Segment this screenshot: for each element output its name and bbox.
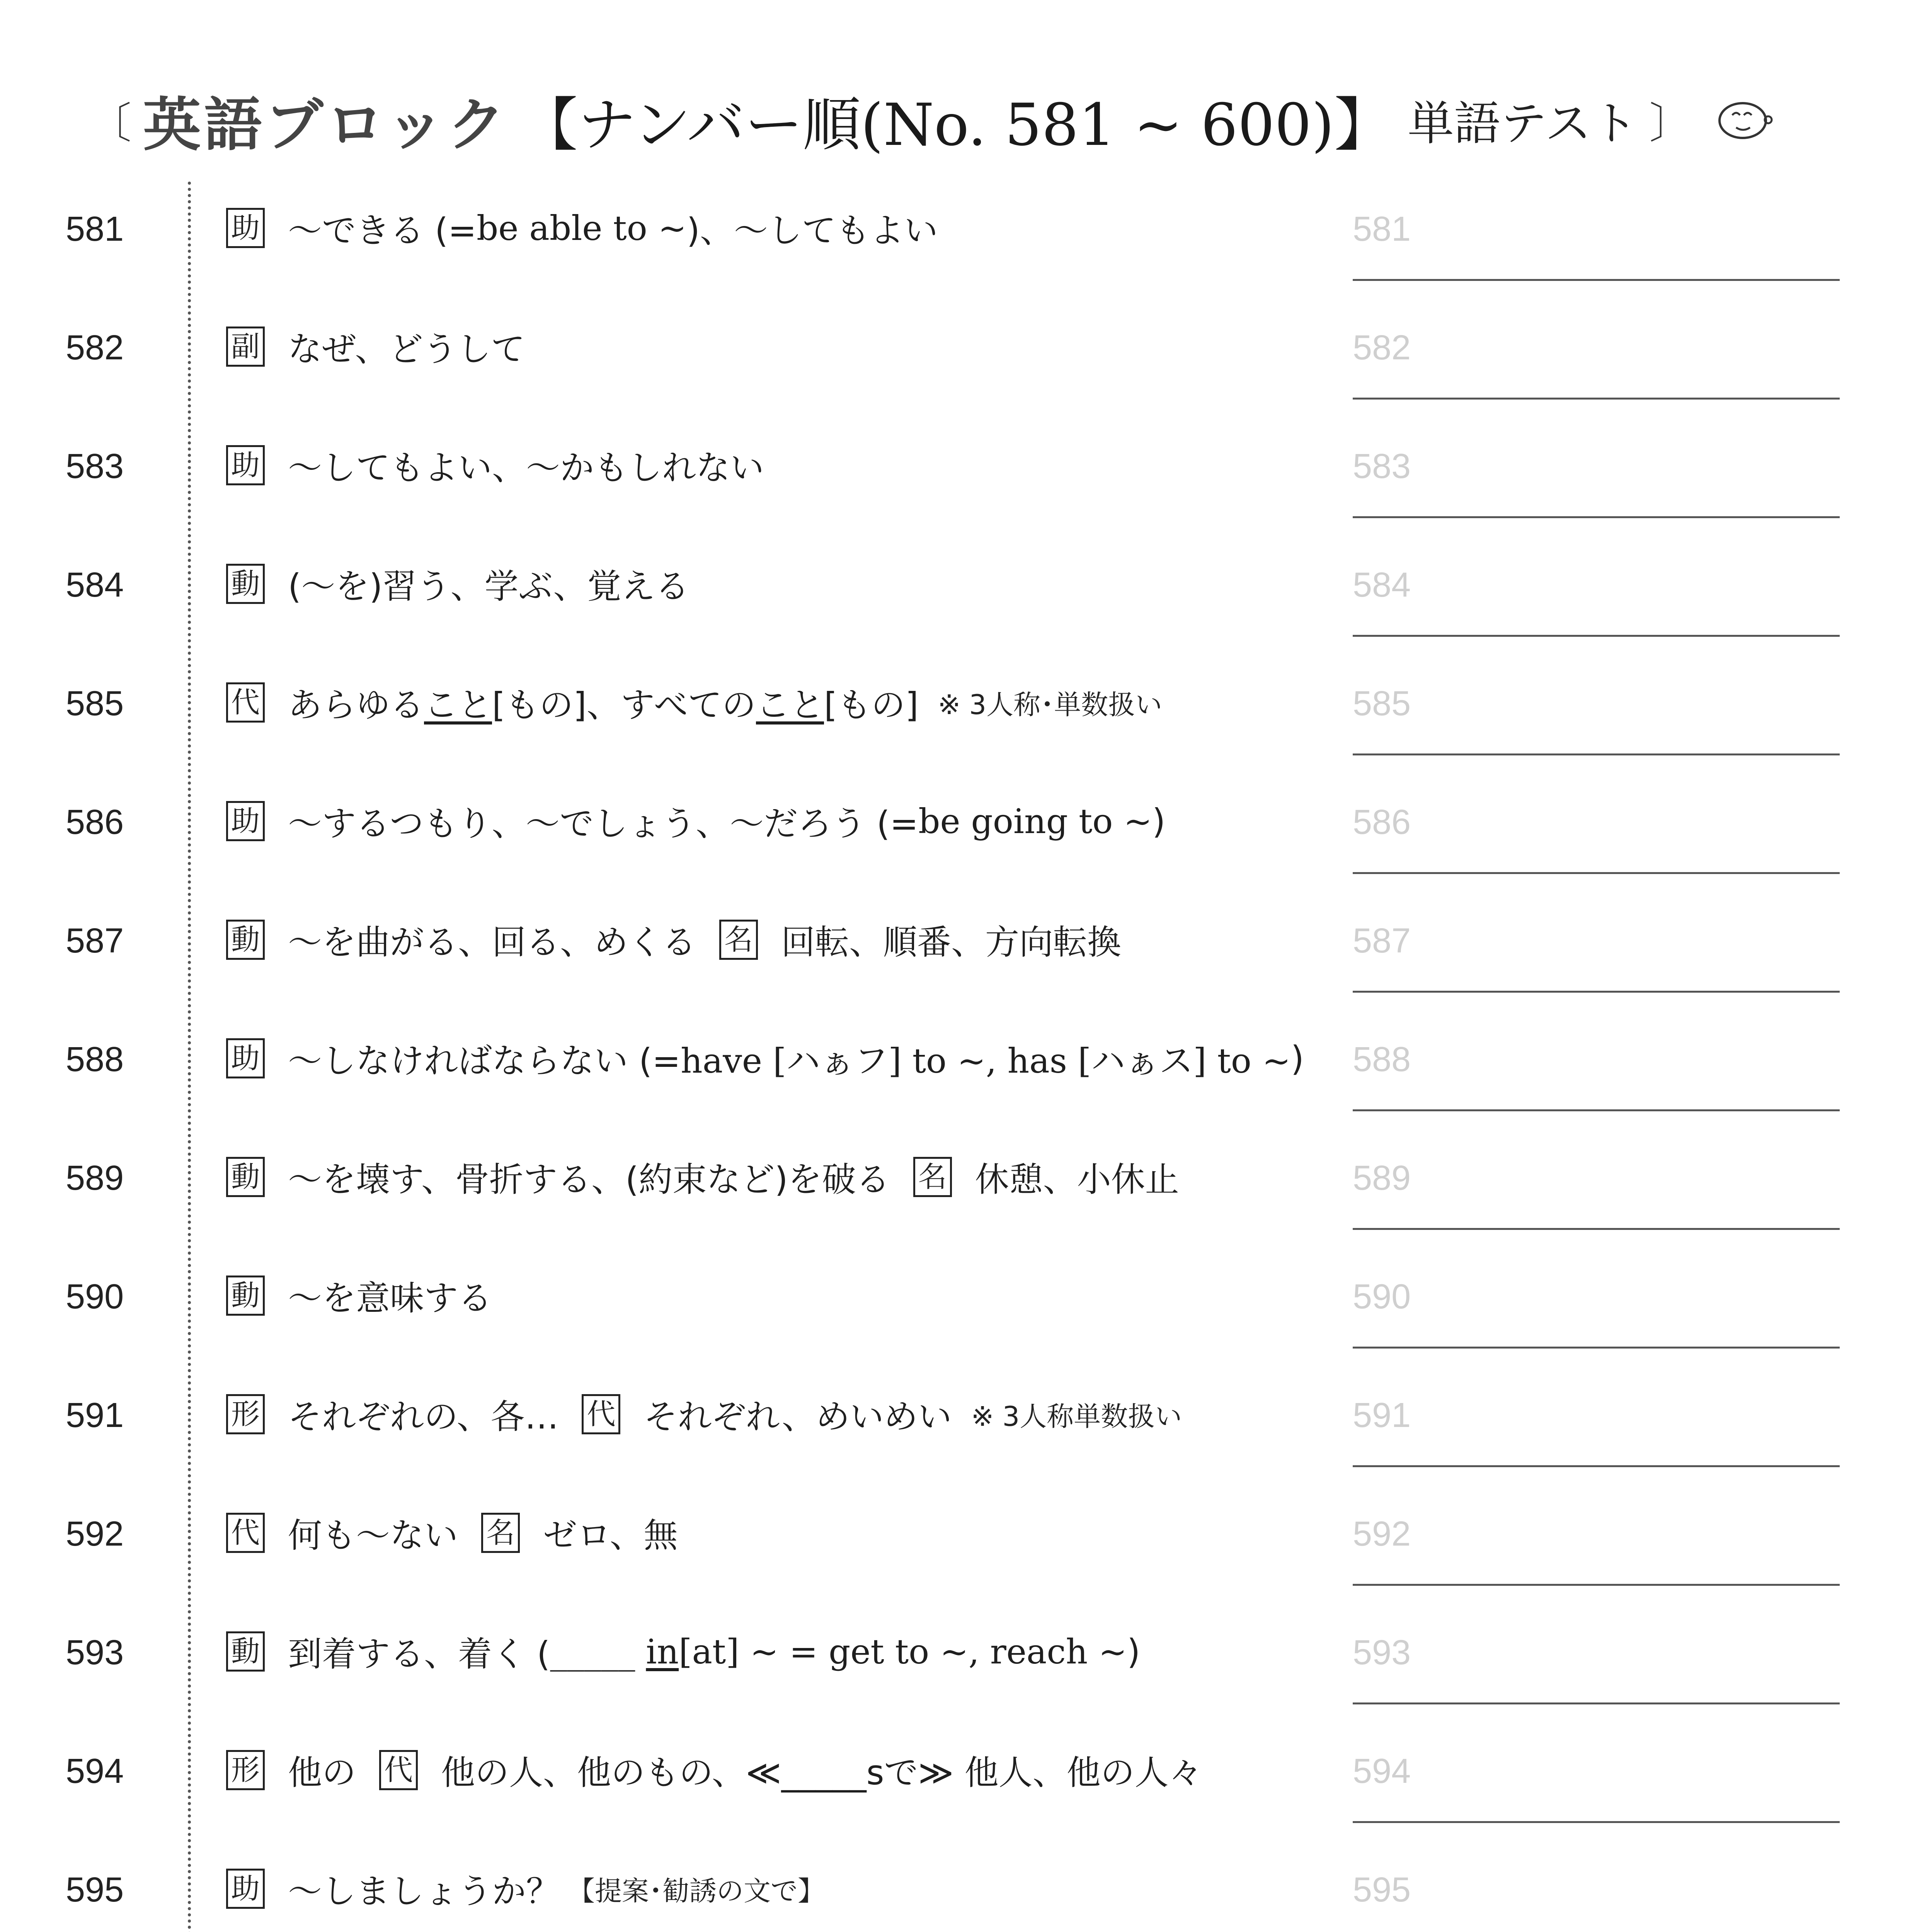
word-row-593 bbox=[0, 1628, 1917, 1747]
definition-underlined: in bbox=[646, 1631, 679, 1672]
pos-badge: 助 bbox=[226, 1038, 265, 1078]
answer-number: 595 bbox=[1353, 1871, 1411, 1909]
answer-field[interactable] bbox=[1353, 1035, 1840, 1111]
pos-badge-2: 名 bbox=[913, 1157, 952, 1197]
row-number: 591 bbox=[66, 1396, 124, 1435]
pos-badge-2: 名 bbox=[719, 920, 758, 960]
row-definition bbox=[226, 1035, 1304, 1082]
word-row-592 bbox=[0, 1510, 1917, 1628]
definition-text: ～するつもり、～でしょう、～だろう (= bbox=[288, 804, 919, 844]
pos-badge: 代 bbox=[226, 682, 265, 723]
answer-number: 581 bbox=[1353, 210, 1411, 248]
pos-badge: 助 bbox=[226, 801, 265, 841]
row-definition bbox=[226, 679, 1162, 726]
row-definition bbox=[226, 798, 1165, 844]
definition-text: (～を)習う、学ぶ、覚える bbox=[288, 566, 690, 606]
word-row-589 bbox=[0, 1154, 1917, 1272]
definition-text: ～を曲がる、回る、めくる bbox=[288, 922, 696, 962]
row-number: 590 bbox=[66, 1277, 124, 1316]
pos-badge: 動 bbox=[226, 1276, 265, 1316]
definition-text: ～を壊す、骨折する、(約束など)を破る bbox=[288, 1160, 890, 1199]
definition-text: ～してもよい、～かもしれない bbox=[288, 448, 764, 488]
row-number: 593 bbox=[66, 1633, 124, 1672]
answer-number: 594 bbox=[1353, 1752, 1411, 1791]
word-list bbox=[0, 205, 1917, 1932]
answer-field[interactable] bbox=[1353, 798, 1840, 874]
row-definition bbox=[226, 205, 938, 251]
definition-text: それぞれの、各… bbox=[288, 1397, 559, 1437]
pos-badge-2: 代 bbox=[582, 1394, 620, 1434]
usage-note: ※ 3人称単数扱い bbox=[971, 1400, 1182, 1432]
pos-badge: 動 bbox=[226, 920, 265, 960]
definition-text: なぜ、どうして bbox=[288, 329, 525, 369]
row-number: 581 bbox=[66, 210, 124, 248]
row-number: 584 bbox=[66, 566, 124, 604]
definition-tail: ) bbox=[1290, 1038, 1304, 1078]
definition-text: ～しなければならない (= bbox=[288, 1041, 681, 1081]
answer-number: 587 bbox=[1353, 922, 1411, 960]
answer-number: 591 bbox=[1353, 1396, 1411, 1435]
pos-badge: 動 bbox=[226, 1631, 265, 1672]
definition-tail: ) bbox=[1152, 801, 1166, 841]
answer-field[interactable] bbox=[1353, 1866, 1840, 1932]
answer-number: 583 bbox=[1353, 447, 1411, 486]
answer-number: 586 bbox=[1353, 803, 1411, 842]
definition-text-2: 休憩、小休止 bbox=[975, 1160, 1179, 1199]
page-title: 【ナンバー順(No. 581 ~ 600)】 bbox=[520, 92, 1392, 159]
word-row-588 bbox=[0, 1035, 1917, 1154]
row-definition bbox=[226, 1510, 678, 1556]
row-definition bbox=[226, 1747, 1203, 1793]
definition-text: 他の bbox=[288, 1753, 356, 1793]
word-row-591 bbox=[0, 1391, 1917, 1510]
pos-badge: 形 bbox=[226, 1750, 265, 1790]
answer-number: 593 bbox=[1353, 1633, 1411, 1672]
definition-text: ～を意味する bbox=[288, 1278, 492, 1318]
answer-number: 588 bbox=[1353, 1040, 1411, 1079]
row-definition bbox=[226, 442, 764, 488]
answer-field[interactable] bbox=[1353, 205, 1840, 281]
row-number: 595 bbox=[66, 1871, 124, 1909]
pos-badge: 動 bbox=[226, 564, 265, 604]
pos-badge: 代 bbox=[226, 1513, 265, 1553]
definition-text: ～しましょうか？ bbox=[288, 1871, 560, 1911]
pos-badge-2: 代 bbox=[379, 1750, 418, 1790]
row-number: 589 bbox=[66, 1159, 124, 1197]
answer-field[interactable] bbox=[1353, 1391, 1840, 1467]
row-number: 585 bbox=[66, 684, 124, 723]
row-definition bbox=[226, 1628, 1140, 1675]
row-number: 588 bbox=[66, 1040, 124, 1079]
answer-field[interactable] bbox=[1353, 917, 1840, 993]
definition-text: あらゆる bbox=[288, 685, 424, 725]
mascot-icon bbox=[1715, 97, 1773, 143]
pos-badge: 助 bbox=[226, 208, 265, 248]
definition-text-2: 他の人、他のもの、≪_____sで≫ 他人、他の人々 bbox=[441, 1753, 1203, 1793]
answer-number: 592 bbox=[1353, 1515, 1411, 1553]
row-number: 586 bbox=[66, 803, 124, 842]
definition-text-3: [もの] bbox=[824, 685, 919, 725]
row-definition bbox=[226, 917, 1121, 963]
answer-number: 585 bbox=[1353, 684, 1411, 723]
answer-field[interactable] bbox=[1353, 679, 1840, 755]
row-number: 583 bbox=[66, 447, 124, 486]
answer-field[interactable] bbox=[1353, 1510, 1840, 1586]
row-definition bbox=[226, 561, 689, 607]
usage-note: ※ 3人称･単数扱い bbox=[938, 689, 1163, 721]
definition-tail: )、～してもよい bbox=[686, 211, 938, 250]
word-row-583 bbox=[0, 442, 1917, 561]
word-row-594 bbox=[0, 1747, 1917, 1866]
definition-underlined: こと bbox=[424, 685, 492, 725]
answer-field[interactable] bbox=[1353, 1272, 1840, 1349]
answer-field[interactable] bbox=[1353, 1154, 1840, 1230]
answer-field[interactable] bbox=[1353, 561, 1840, 637]
definition-text-2: 回転、順番、方向転換 bbox=[781, 922, 1122, 962]
definition-text-2: [もの]、すべての bbox=[492, 685, 756, 725]
word-row-584 bbox=[0, 561, 1917, 679]
pos-badge: 助 bbox=[226, 445, 265, 485]
row-number: 587 bbox=[66, 922, 124, 960]
row-definition bbox=[226, 1272, 492, 1319]
word-row-595 bbox=[0, 1866, 1917, 1932]
word-row-586 bbox=[0, 798, 1917, 917]
definition-text-2: それぞれ、めいめい bbox=[644, 1397, 952, 1437]
word-row-590 bbox=[0, 1272, 1917, 1391]
definition-underlined-2: こと bbox=[756, 685, 824, 725]
pos-badge: 形 bbox=[226, 1394, 265, 1434]
header-close-bracket: 〕 bbox=[1649, 99, 1692, 148]
definition-text: 何も～ない bbox=[288, 1515, 458, 1555]
row-definition bbox=[226, 1154, 1179, 1200]
answer-field[interactable] bbox=[1353, 442, 1840, 518]
row-number: 582 bbox=[66, 328, 124, 367]
definition-english: [at] ~ = get to ~, reach ~ bbox=[679, 1631, 1127, 1672]
answer-number: 589 bbox=[1353, 1159, 1411, 1197]
word-row-582 bbox=[0, 323, 1917, 442]
word-row-587 bbox=[0, 917, 1917, 1035]
row-number: 594 bbox=[66, 1752, 124, 1791]
row-number: 592 bbox=[66, 1515, 124, 1553]
definition-english: be able to ~ bbox=[477, 208, 687, 248]
pos-badge-2: 名 bbox=[481, 1513, 520, 1553]
row-definition bbox=[226, 323, 525, 370]
pos-badge: 動 bbox=[226, 1157, 265, 1197]
brand-logo: 英語ブロック bbox=[143, 92, 509, 159]
answer-field[interactable] bbox=[1353, 323, 1840, 400]
answer-number: 590 bbox=[1353, 1277, 1411, 1316]
definition-tail: ) bbox=[1127, 1631, 1141, 1672]
answer-field[interactable] bbox=[1353, 1747, 1840, 1823]
answer-number: 582 bbox=[1353, 328, 1411, 367]
word-row-585 bbox=[0, 679, 1917, 798]
definition-english: be going to ~ bbox=[918, 801, 1153, 841]
pos-badge: 副 bbox=[226, 327, 265, 367]
word-row-581 bbox=[0, 205, 1917, 323]
definition-blank: _____ bbox=[550, 1631, 635, 1672]
page-subtitle: 単語テスト bbox=[1408, 97, 1638, 151]
definition-text: 到着する、着く ( bbox=[288, 1634, 550, 1674]
definition-text-2: ゼロ、無 bbox=[543, 1515, 678, 1555]
header-open-bracket: 〔 bbox=[89, 99, 131, 148]
pos-badge: 助 bbox=[226, 1869, 265, 1909]
definition-text: ～できる (= bbox=[288, 211, 477, 250]
answer-field[interactable] bbox=[1353, 1628, 1840, 1704]
usage-note: 【提案･勧誘の文で】 bbox=[568, 1875, 825, 1907]
row-definition bbox=[226, 1391, 1182, 1437]
header bbox=[77, 62, 1773, 178]
definition-english: have [ハぁフ] to ~, has [ハぁス] to ~ bbox=[681, 1041, 1291, 1081]
answer-number: 584 bbox=[1353, 566, 1411, 604]
row-definition bbox=[226, 1866, 825, 1912]
